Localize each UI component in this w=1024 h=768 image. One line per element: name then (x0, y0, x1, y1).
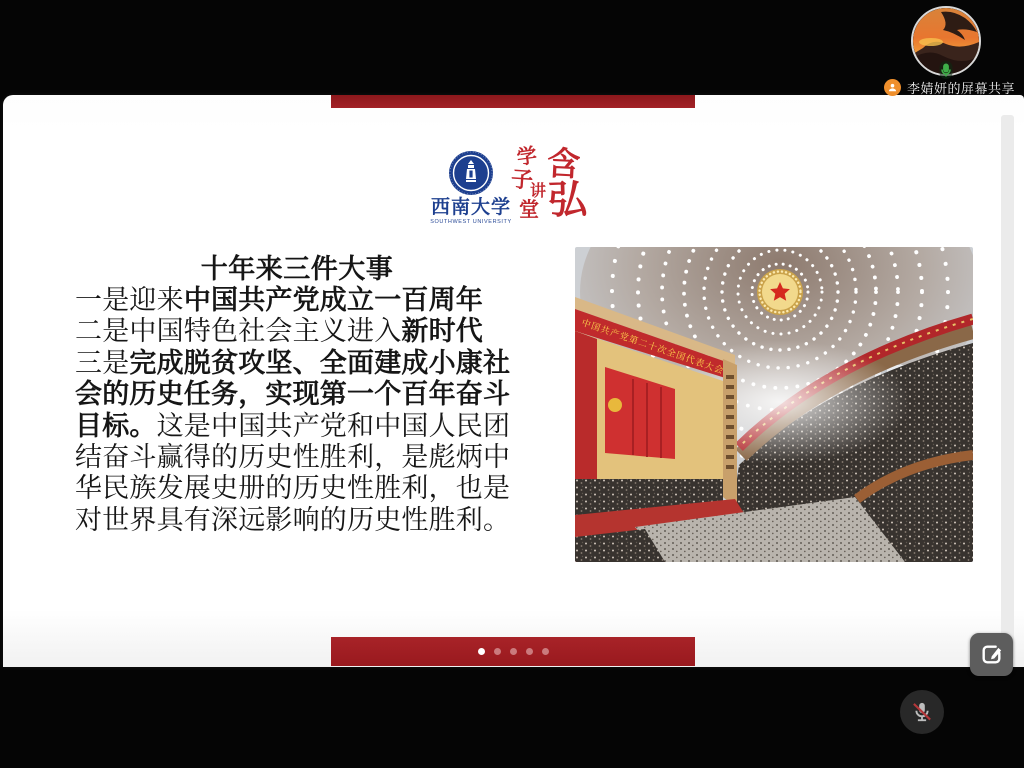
calligraphy-char: 含 (546, 146, 581, 184)
university-name-en: SOUTHWEST UNIVERSITY (430, 219, 512, 225)
annotation-tool-button[interactable] (970, 633, 1013, 676)
pagination-dot-2[interactable] (494, 648, 501, 655)
presenter-person-icon (884, 79, 901, 96)
slide-body-line: 结奋斗赢得的历史性胜利，是彪炳中 (75, 442, 511, 473)
microphone-muted-button[interactable] (900, 690, 944, 734)
mic-muted-icon (909, 699, 935, 725)
calligraphy-char: 弘 (547, 178, 588, 223)
slide-body-line: 三是完成脱贫攻坚、全面建成小康社 (75, 347, 511, 378)
slide-body-line: 目标。这是中国共产党和中国人民团 (75, 410, 511, 441)
congress-banner-text: 中国共产党第二十次全国代表大会 (580, 317, 726, 376)
calligraphy-char: 学 (515, 144, 539, 170)
slide-title: 十年来三件大事 (200, 254, 394, 284)
scrollbar-track[interactable] (1001, 115, 1014, 660)
slide-top-red-bar (331, 95, 695, 108)
slide-bottom-red-bar (331, 637, 695, 666)
slide-body-line: 华民族发展史册的历史性胜利，也是 (75, 473, 511, 504)
annotation-pen-icon (979, 642, 1004, 667)
slide-body-line: 一是迎来中国共产党成立一百周年 (75, 285, 484, 315)
slide-body-line: 对世界具有深远影响的历史性胜利。 (75, 504, 511, 535)
pagination-dot-5[interactable] (542, 648, 549, 655)
slide-body-line: 二是中国特色社会主义进入新时代 (75, 316, 484, 347)
participant-avatar[interactable] (911, 6, 981, 76)
pagination-dot-3[interactable] (510, 648, 517, 655)
pagination-dot-1[interactable] (478, 648, 485, 655)
pagination-dot-4[interactable] (526, 648, 533, 655)
calligraphy-char: 堂 (519, 199, 539, 221)
screen-share-label-text: 李婧妍的屏幕共享 (907, 80, 1016, 96)
slide-text-block (75, 253, 519, 536)
slide-canvas (3, 95, 1024, 667)
slide-body-text (75, 285, 519, 536)
calligraphy-char: 讲 (530, 183, 547, 200)
slide-body-line: 会的历史任务，实现第一个百年奋斗 (75, 379, 511, 410)
university-name-cn: 西南大学 (430, 197, 511, 218)
southwest-university-logo (428, 150, 514, 225)
xuezi-jiangtang-calligraphy-logo (510, 144, 591, 227)
university-seal-icon (448, 150, 494, 196)
calligraphy-char: 子 (510, 166, 534, 193)
great-hall-photo (575, 247, 973, 562)
screen-share-label (884, 77, 1015, 97)
